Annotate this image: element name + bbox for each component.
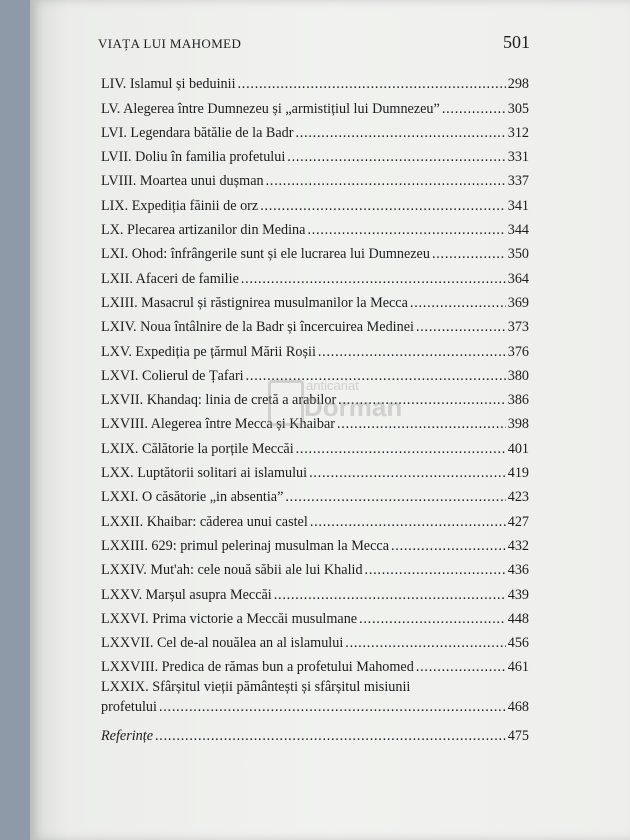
toc-leader-dots <box>285 487 505 507</box>
toc-entry-title: LXI. Ohod: înfrângerile sunt și ele lucrarea lui Dumnezeu <box>101 246 430 263</box>
toc-leader-dots <box>416 657 506 677</box>
toc-entry-title: LXIX. Călătorie la porțile Meccăi <box>101 440 294 457</box>
toc-entry-page: 448 <box>507 610 529 627</box>
toc-entry <box>101 289 529 313</box>
toc-entry <box>101 216 529 240</box>
page-number: 501 <box>503 32 530 52</box>
toc-entry <box>101 119 529 143</box>
toc-entry-title: LIV. Islamul și beduinii <box>101 76 236 93</box>
toc-entry <box>101 605 529 629</box>
toc-entry-page: 427 <box>507 513 529 530</box>
toc-entry-title: LXXII. Khaibar: căderea unui castel <box>101 513 308 530</box>
toc-entry-page: 456 <box>507 635 529 652</box>
toc-entry <box>101 313 529 337</box>
toc-entry-title: LVIII. Moartea unui dușman <box>101 173 264 190</box>
toc-entry-page: 386 <box>507 392 529 409</box>
toc-entry-title-continued: profetului <box>101 699 157 716</box>
toc-leader-dots <box>337 414 506 434</box>
watermark-small-text: anticariat <box>306 378 359 393</box>
running-title: VIAȚA LUI MAHOMED <box>98 36 242 51</box>
toc-entry <box>101 264 529 288</box>
toc-entry <box>101 191 529 215</box>
toc-leader-dots <box>274 585 506 605</box>
toc-leader-dots <box>155 726 506 746</box>
toc-entry-title: LX. Plecarea artizanilor din Medina <box>101 222 306 239</box>
toc-entry <box>101 410 529 434</box>
toc-entry-page: 380 <box>507 367 529 384</box>
toc-leader-dots <box>410 293 506 313</box>
toc-entry-title: LXXIV. Mut'ah: cele nouă săbii ale lui Khalid <box>101 562 363 579</box>
toc-entry-continuation <box>101 697 529 717</box>
toc-leader-dots <box>416 317 506 337</box>
toc-leader-dots <box>287 147 505 167</box>
toc-entry-title: LIX. Expediția făinii de orz <box>101 197 259 214</box>
toc-entry-title: LXXIX. Sfârșitul vieții pământești și sfârșitul misiunii <box>101 679 411 696</box>
toc-entry-page: 439 <box>507 586 529 603</box>
toc-entry-page: 341 <box>507 197 529 214</box>
toc-entry-references <box>101 721 529 745</box>
toc-entry <box>101 240 529 264</box>
toc-entry-page: 475 <box>507 727 529 744</box>
toc-entry-page: 373 <box>507 319 529 336</box>
toc-entry-title: LXVI. Colierul de Țafari <box>101 367 244 384</box>
toc-entry <box>101 532 529 556</box>
toc-entry-page: 364 <box>507 270 529 287</box>
toc-entry-page: 436 <box>507 562 529 579</box>
toc-entry-page: 398 <box>507 416 529 433</box>
toc-entry <box>101 94 529 118</box>
toc-leader-dots <box>241 269 506 289</box>
toc-entry-page: 468 <box>507 699 529 716</box>
toc-entry-title: LXIII. Masacrul și răstignirea musulmanilor la Mecca <box>101 294 408 311</box>
toc-entry-title: Referințe <box>101 727 153 744</box>
toc-leader-dots <box>359 609 506 629</box>
toc-entry <box>101 386 529 410</box>
toc-entry-title: LXXIII. 629: primul pelerinaj musulman la Mecca <box>101 537 389 554</box>
toc-entry <box>101 556 529 580</box>
toc-entry <box>101 629 529 653</box>
toc-entry-page: 369 <box>507 294 529 311</box>
toc-entry-page: 432 <box>507 537 529 554</box>
toc-entry-title: LXV. Expediția pe țărmul Mării Roșii <box>101 343 316 360</box>
page-header <box>98 32 530 56</box>
toc-leader-dots <box>246 366 506 386</box>
toc-leader-dots <box>159 697 506 717</box>
toc-entry-page: 337 <box>507 173 529 190</box>
toc-leader-dots <box>345 633 505 653</box>
table-of-contents <box>101 70 529 746</box>
toc-leader-dots <box>238 74 506 94</box>
toc-entry-title: LXVIII. Alegerea între Mecca și Khaibar <box>101 416 335 433</box>
toc-entry <box>101 143 529 167</box>
toc-entry-page: 419 <box>507 465 529 482</box>
toc-leader-dots <box>365 560 506 580</box>
toc-entry <box>101 483 529 507</box>
toc-entry-page: 305 <box>507 100 529 117</box>
toc-entry <box>101 653 529 677</box>
toc-entry-title: LXX. Luptătorii solitari ai islamului <box>101 465 308 482</box>
toc-entry <box>101 337 529 361</box>
toc-leader-dots <box>310 512 506 532</box>
toc-entry-page: 376 <box>507 343 529 360</box>
toc-entry-page: 344 <box>507 222 529 239</box>
toc-entry-page: 298 <box>507 76 529 93</box>
toc-entry <box>101 677 529 721</box>
toc-leader-dots <box>307 220 505 240</box>
toc-entry <box>101 507 529 531</box>
toc-entry-title: LV. Alegerea între Dumnezeu și „armistițiul lui Dumnezeu” <box>101 100 440 117</box>
toc-entry-title: LXVII. Khandaq: linia de cretă a arabilor <box>101 392 337 409</box>
toc-leader-dots <box>266 171 506 191</box>
toc-entry <box>101 362 529 386</box>
toc-entry-title: LXXVII. Cel de-al nouălea an al islamului <box>101 635 344 652</box>
toc-leader-dots <box>296 439 506 459</box>
toc-entry <box>101 70 529 94</box>
toc-leader-dots <box>318 342 506 362</box>
toc-leader-dots <box>309 463 506 483</box>
toc-entry-page: 461 <box>507 659 529 676</box>
toc-leader-dots <box>432 244 506 264</box>
toc-leader-dots <box>260 196 506 216</box>
toc-entry <box>101 580 529 604</box>
toc-entry-title: LXXI. O căsătorie „in absentia” <box>101 489 284 506</box>
toc-entry-title: LVII. Doliu în familia profetului <box>101 149 286 166</box>
toc-entry-page: 331 <box>507 149 529 166</box>
toc-leader-dots <box>391 536 506 556</box>
toc-entry-title: LXXVIII. Predica de rămas bun a profetului Mahomed <box>101 659 414 676</box>
toc-entry-title: LXIV. Noua întâlnire de la Badr și încercuirea Medinei <box>101 319 414 336</box>
toc-entry-title: LXXVI. Prima victorie a Meccăi musulmane <box>101 610 358 627</box>
toc-leader-dots <box>296 123 506 143</box>
toc-entry-title: LVI. Legendara bătălie de la Badr <box>101 124 294 141</box>
toc-entry <box>101 434 529 458</box>
toc-entry-title: LXII. Afaceri de familie <box>101 270 239 287</box>
toc-entry-page: 312 <box>507 124 529 141</box>
toc-leader-dots <box>338 390 506 410</box>
toc-leader-dots <box>442 99 506 119</box>
toc-entry-page: 401 <box>507 440 529 457</box>
toc-entry-page: 423 <box>507 489 529 506</box>
toc-entry <box>101 167 529 191</box>
watermark-big-text: Dorman <box>304 392 403 422</box>
toc-entry <box>101 459 529 483</box>
toc-entry-title: LXXV. Marșul asupra Meccăi <box>101 586 272 603</box>
toc-entry-page: 350 <box>507 246 529 263</box>
